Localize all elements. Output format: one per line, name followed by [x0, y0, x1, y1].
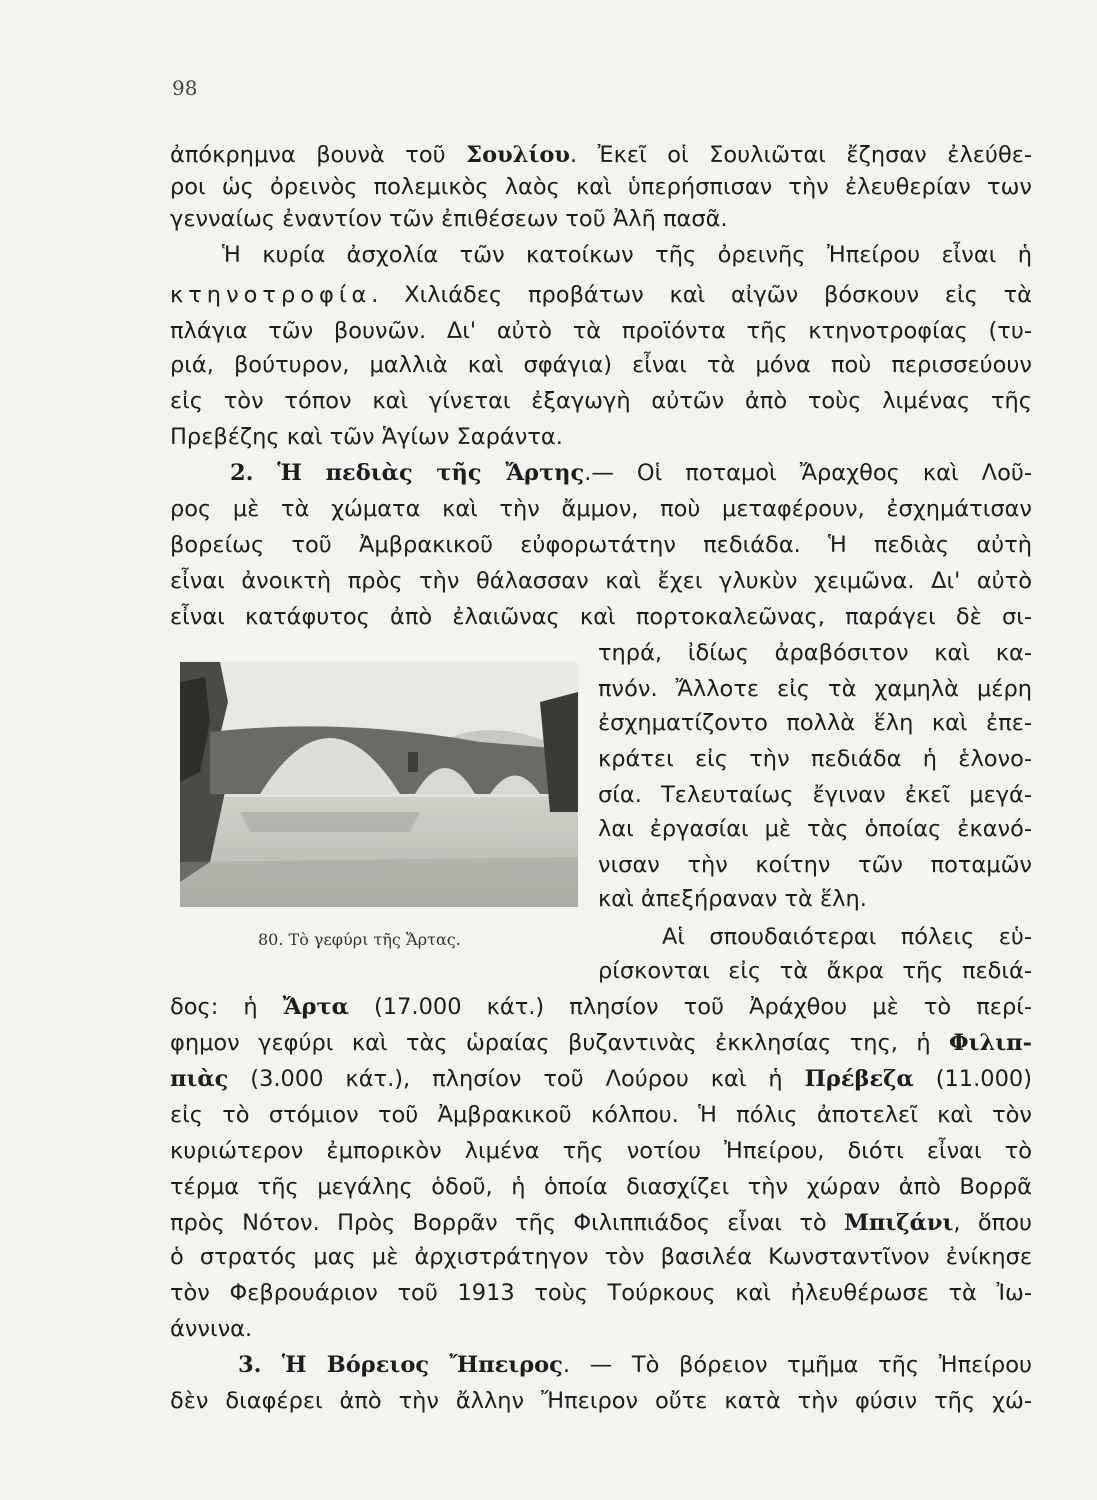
- text-line: κυριώτερον ἐμπορικὸν λιμένα τῆς νοτίου Ἠπείρου, διότι εἶναι τὸ: [170, 1138, 1032, 1164]
- figure-caption: 80. Τὸ γεφύρι τῆς Ἄρτας.: [258, 930, 461, 949]
- text-line: Ἡ κυρία ἀσχολία τῶν κατοίκων τῆς ὀρεινῆς Ἠπείρου εἶναι ἡ: [222, 242, 1032, 268]
- text-line: λαι ἐργασίαι μὲ τὰς ὁποίας ἐκανό-: [598, 816, 1032, 842]
- text-line: δὲν διαφέρει ἀπὸ τὴν ἄλλην Ἤπειρον οὔτε κατὰ τὴν φύσιν τῆς χώ-: [170, 1388, 1032, 1414]
- text-line: ριά, βούτυρον, μαλλιὰ καὶ σφάγια) εἶναι τὰ μόνα ποὺ περισσεύουν: [170, 352, 1032, 378]
- text-line: τέρμα τῆς μεγάλης ὁδοῦ, ἡ ὁποία διασχίζει τὴν χώραν ἀπὸ Βορρᾶ: [170, 1174, 1032, 1200]
- text-line: σία. Τελευταίως ἔγιναν ἐκεῖ μεγά-: [598, 782, 1032, 808]
- text-line: κράτει εἰς τὴν πεδιάδα ἡ ἑλονο-: [598, 746, 1032, 772]
- text-line: ἀπόκρημνα βουνὰ τοῦ Σουλίου. Ἐκεῖ οἱ Σουλιῶται ἔζησαν ἐλεύθε-: [170, 142, 1032, 168]
- section-heading-line: 2. Ἡ πεδιὰς τῆς Ἄρτης.— Οἱ ποταμοὶ Ἄραχθος καὶ Λοῦ-: [230, 460, 1032, 486]
- text-line: εἶναι ἀνοικτὴ πρὸς τὴν θάλασσαν καὶ ἔχει γλυκὺν χειμῶνα. Δι' αὐτὸ: [170, 568, 1032, 594]
- text-line: νισαν τὴν κοίτην τῶν ποταμῶν: [598, 852, 1032, 878]
- text-line: άννινα.: [170, 1316, 253, 1342]
- text-line: Αἱ σπουδαιότεραι πόλεις εὑ-: [662, 924, 1032, 950]
- text-line: ρος μὲ τὰ χώματα καὶ τὴν ἄμμον, ποὺ μεταφέρουν, ἐσχημάτισαν: [170, 496, 1032, 522]
- section-heading-line: 3. Ἡ Βόρειος Ἤπειρος. — Τὸ βόρειον τμῆμα τῆς Ἠπείρου: [238, 1352, 1032, 1378]
- text-line: κτηνοτροφία. Χιλιάδες προβάτων καὶ αἰγῶν βόσκουν εἰς τὰ: [170, 282, 1032, 308]
- text-line: τὸν Φεβρουάριον τοῦ 1913 τοὺς Τούρκους καὶ ἠλευθέρωσε τὰ Ἰω-: [170, 1280, 1032, 1306]
- text-line: καὶ ἀπεξήραναν τὰ ἕλη.: [598, 886, 867, 912]
- text-line: εἰς τὸ στόμιον τοῦ Ἀμβρακικοῦ κόλπου. Ἡ πόλις ἀποτελεῖ καὶ τὸν: [170, 1102, 1032, 1128]
- text-line: εἶναι κατάφυτος ἀπὸ ἐλαιῶνας καὶ πορτοκαλεῶνας, παράγει δὲ σι-: [170, 604, 1032, 630]
- text-line: γενναίως ἐναντίον τῶν ἐπιθέσεων τοῦ Ἀλῆ πασᾶ.: [170, 206, 728, 232]
- text-line: ἐσχηματίζοντο πολλὰ ἕλη καὶ ἐπε-: [598, 710, 1032, 736]
- text-line: πλάγια τῶν βουνῶν. Δι' αὐτὸ τὰ προϊόντα τῆς κτηνοτροφίας (τυ-: [170, 318, 1032, 344]
- text-line: Πρεβέζης καὶ τῶν Ἁγίων Σαράντα.: [170, 424, 563, 450]
- text-line: δος: ἡ Ἄρτα (17.000 κάτ.) πλησίον τοῦ Ἀράχθου μὲ τὸ περί-: [170, 994, 1032, 1020]
- bridge-photo: [180, 662, 578, 907]
- text-line: ρίσκονται εἰς τὰ ἄκρα τῆς πεδιά-: [598, 958, 1032, 984]
- text-line: ὁ στρατός μας μὲ ἀρχιστράτηγον τὸν βασιλέα Κωνσταντῖνον ἐνίκησε: [170, 1244, 1032, 1270]
- text-line: πιὰς (3.000 κάτ.), πλησίον τοῦ Λούρου καὶ ἡ Πρέβεζα (11.000): [170, 1066, 1032, 1092]
- page-number: 98: [172, 76, 198, 100]
- text-line: τηρά, ἰδίως ἀραβόσιτον καὶ κα-: [598, 640, 1032, 666]
- text-line: πνόν. Ἄλλοτε εἰς τὰ χαμηλὰ μέρη: [598, 676, 1032, 702]
- text-line: ροι ὡς ὀρεινὸς πολεμικὸς λαὸς καὶ ὑπερήσπισαν τὴν ἐλευθερίαν των: [170, 174, 1032, 200]
- text-line: φημον γεφύρι καὶ τὰς ὡραίας βυζαντινὰς ἐκκλησίας της, ἡ Φιλιπ-: [170, 1030, 1032, 1056]
- text-line: πρὸς Νότον. Πρὸς Βορρᾶν τῆς Φιλιππιάδος εἶναι τὸ Μπιζάνι, ὅπου: [170, 1210, 1032, 1236]
- text-line: εἰς τὸν τόπον καὶ γίνεται ἐξαγωγὴ αὐτῶν ἀπὸ τοὺς λιμένας τῆς: [170, 388, 1032, 414]
- text-line: βορείως τοῦ Ἀμβρακικοῦ εὐφορωτάτην πεδιάδα. Ἡ πεδιὰς αὐτὴ: [170, 532, 1032, 558]
